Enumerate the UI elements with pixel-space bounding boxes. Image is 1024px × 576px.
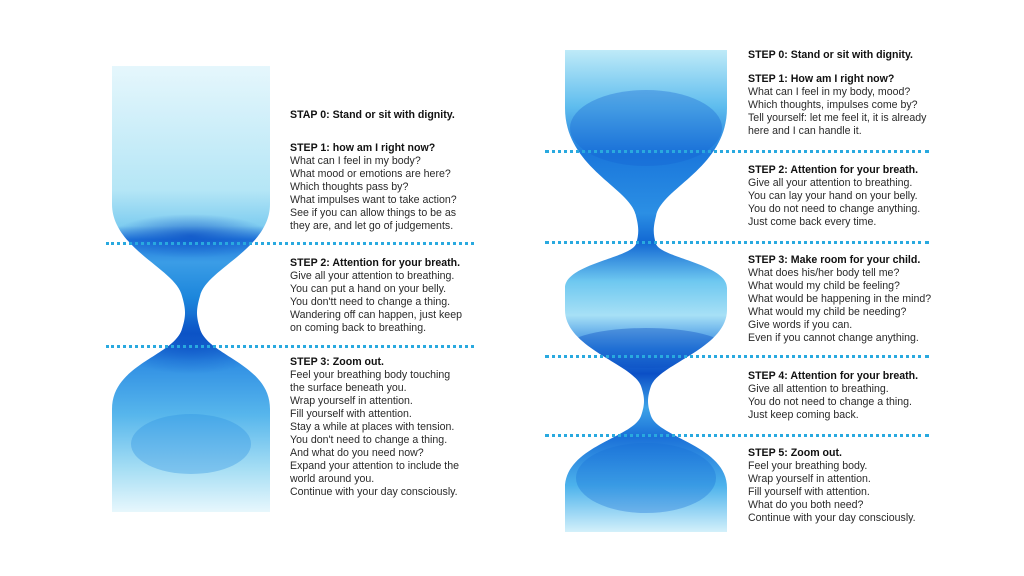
right-divider-4 (545, 434, 929, 437)
step-line: What do you both need? (748, 499, 864, 511)
right-step-5 (748, 447, 916, 525)
left-step-1 (290, 142, 457, 233)
step-line: Give all your attention to breathing. (748, 177, 913, 189)
step-line: Feel your breathing body touching (290, 369, 451, 381)
step-line: Expand your attention to include the (290, 460, 460, 472)
step-line: Fill yourself with attention. (748, 486, 870, 498)
left-hourglass-illustration (110, 64, 272, 514)
step-line: Tell yourself: let me feel it, it is already (748, 112, 927, 124)
left-divider-1 (106, 242, 474, 245)
left-step-0 (290, 109, 455, 122)
right-step-2 (748, 164, 920, 229)
step-line: Just keep coming back. (748, 409, 859, 421)
step-line: What would my child be feeling? (748, 280, 900, 292)
step-line: You can lay your hand on your belly. (748, 190, 918, 202)
right-step-1 (748, 73, 926, 138)
step-line: world around you. (290, 473, 375, 485)
left-divider-2 (106, 345, 474, 348)
step-line: Feel your breathing body. (748, 460, 868, 472)
step-line: Give all attention to breathing. (748, 383, 889, 395)
step-line: Continue with your day consciously. (748, 512, 916, 524)
step-line: You don't need to change a thing. (290, 434, 448, 446)
step-line: What can I feel in my body, mood? (748, 86, 911, 98)
left-step-2 (290, 257, 462, 335)
step-line: the surface beneath you. (290, 382, 407, 394)
step-line: Wrap yourself in attention. (748, 473, 871, 485)
right-hourglass-illustration (563, 48, 729, 534)
right-divider-1 (545, 150, 929, 153)
step-line: Give all your attention to breathing. (290, 270, 455, 282)
step-line: You do not need to change anything. (748, 203, 921, 215)
step-line: Which thoughts pass by? (290, 181, 409, 193)
step-line: Continue with your day consciously. (290, 486, 458, 498)
step-line: What can I feel in my body? (290, 155, 421, 167)
step-title: STEP 1: How am I right now? (748, 73, 895, 85)
step-line: Which thoughts, impulses come by? (748, 99, 918, 111)
step-line: Even if you cannot change anything. (748, 332, 919, 344)
step-line: You can put a hand on your belly. (290, 283, 447, 295)
step-line: What mood or emotions are here? (290, 168, 451, 180)
step-line: What does his/her body tell me? (748, 267, 900, 279)
right-step-4 (748, 370, 918, 422)
step-title: STAP 0: Stand or sit with dignity. (290, 109, 455, 121)
step-line: on coming back to breathing. (290, 322, 427, 334)
step-title: STEP 1: how am I right now? (290, 142, 436, 154)
step-line: Stay a while at places with tension. (290, 421, 455, 433)
left-step-3 (290, 356, 459, 499)
step-line: Just come back every time. (748, 216, 877, 228)
right-step-0 (748, 49, 913, 62)
step-line: here and I can handle it. (748, 125, 862, 137)
right-step-3 (748, 254, 931, 345)
step-line: And what do you need now? (290, 447, 424, 459)
step-title: STEP 4: Attention for your breath. (748, 370, 919, 382)
step-line: You do not need to change a thing. (748, 396, 912, 408)
step-title: STEP 5: Zoom out. (748, 447, 842, 459)
right-divider-3 (545, 355, 929, 358)
step-line: What impulses want to take action? (290, 194, 457, 206)
step-line: See if you can allow things to be as (290, 207, 457, 219)
step-title: STEP 0: Stand or sit with dignity. (748, 49, 913, 61)
step-line: What would be happening in the mind? (748, 293, 932, 305)
step-line: Give words if you can. (748, 319, 853, 331)
step-line: What would my child be needing? (748, 306, 907, 318)
step-title: STEP 3: Make room for your child. (748, 254, 921, 266)
step-line: Wrap yourself in attention. (290, 395, 413, 407)
step-title: STEP 2: Attention for your breath. (290, 257, 461, 269)
right-divider-2 (545, 241, 929, 244)
step-line: You don'tt need to change a thing. (290, 296, 451, 308)
step-line: Fill yourself with attention. (290, 408, 412, 420)
step-title: STEP 3: Zoom out. (290, 356, 384, 368)
step-line: Wandering off can happen, just keep (290, 309, 462, 321)
step-line: they are, and let go of judgements. (290, 220, 454, 232)
step-title: STEP 2: Attention for your breath. (748, 164, 919, 176)
